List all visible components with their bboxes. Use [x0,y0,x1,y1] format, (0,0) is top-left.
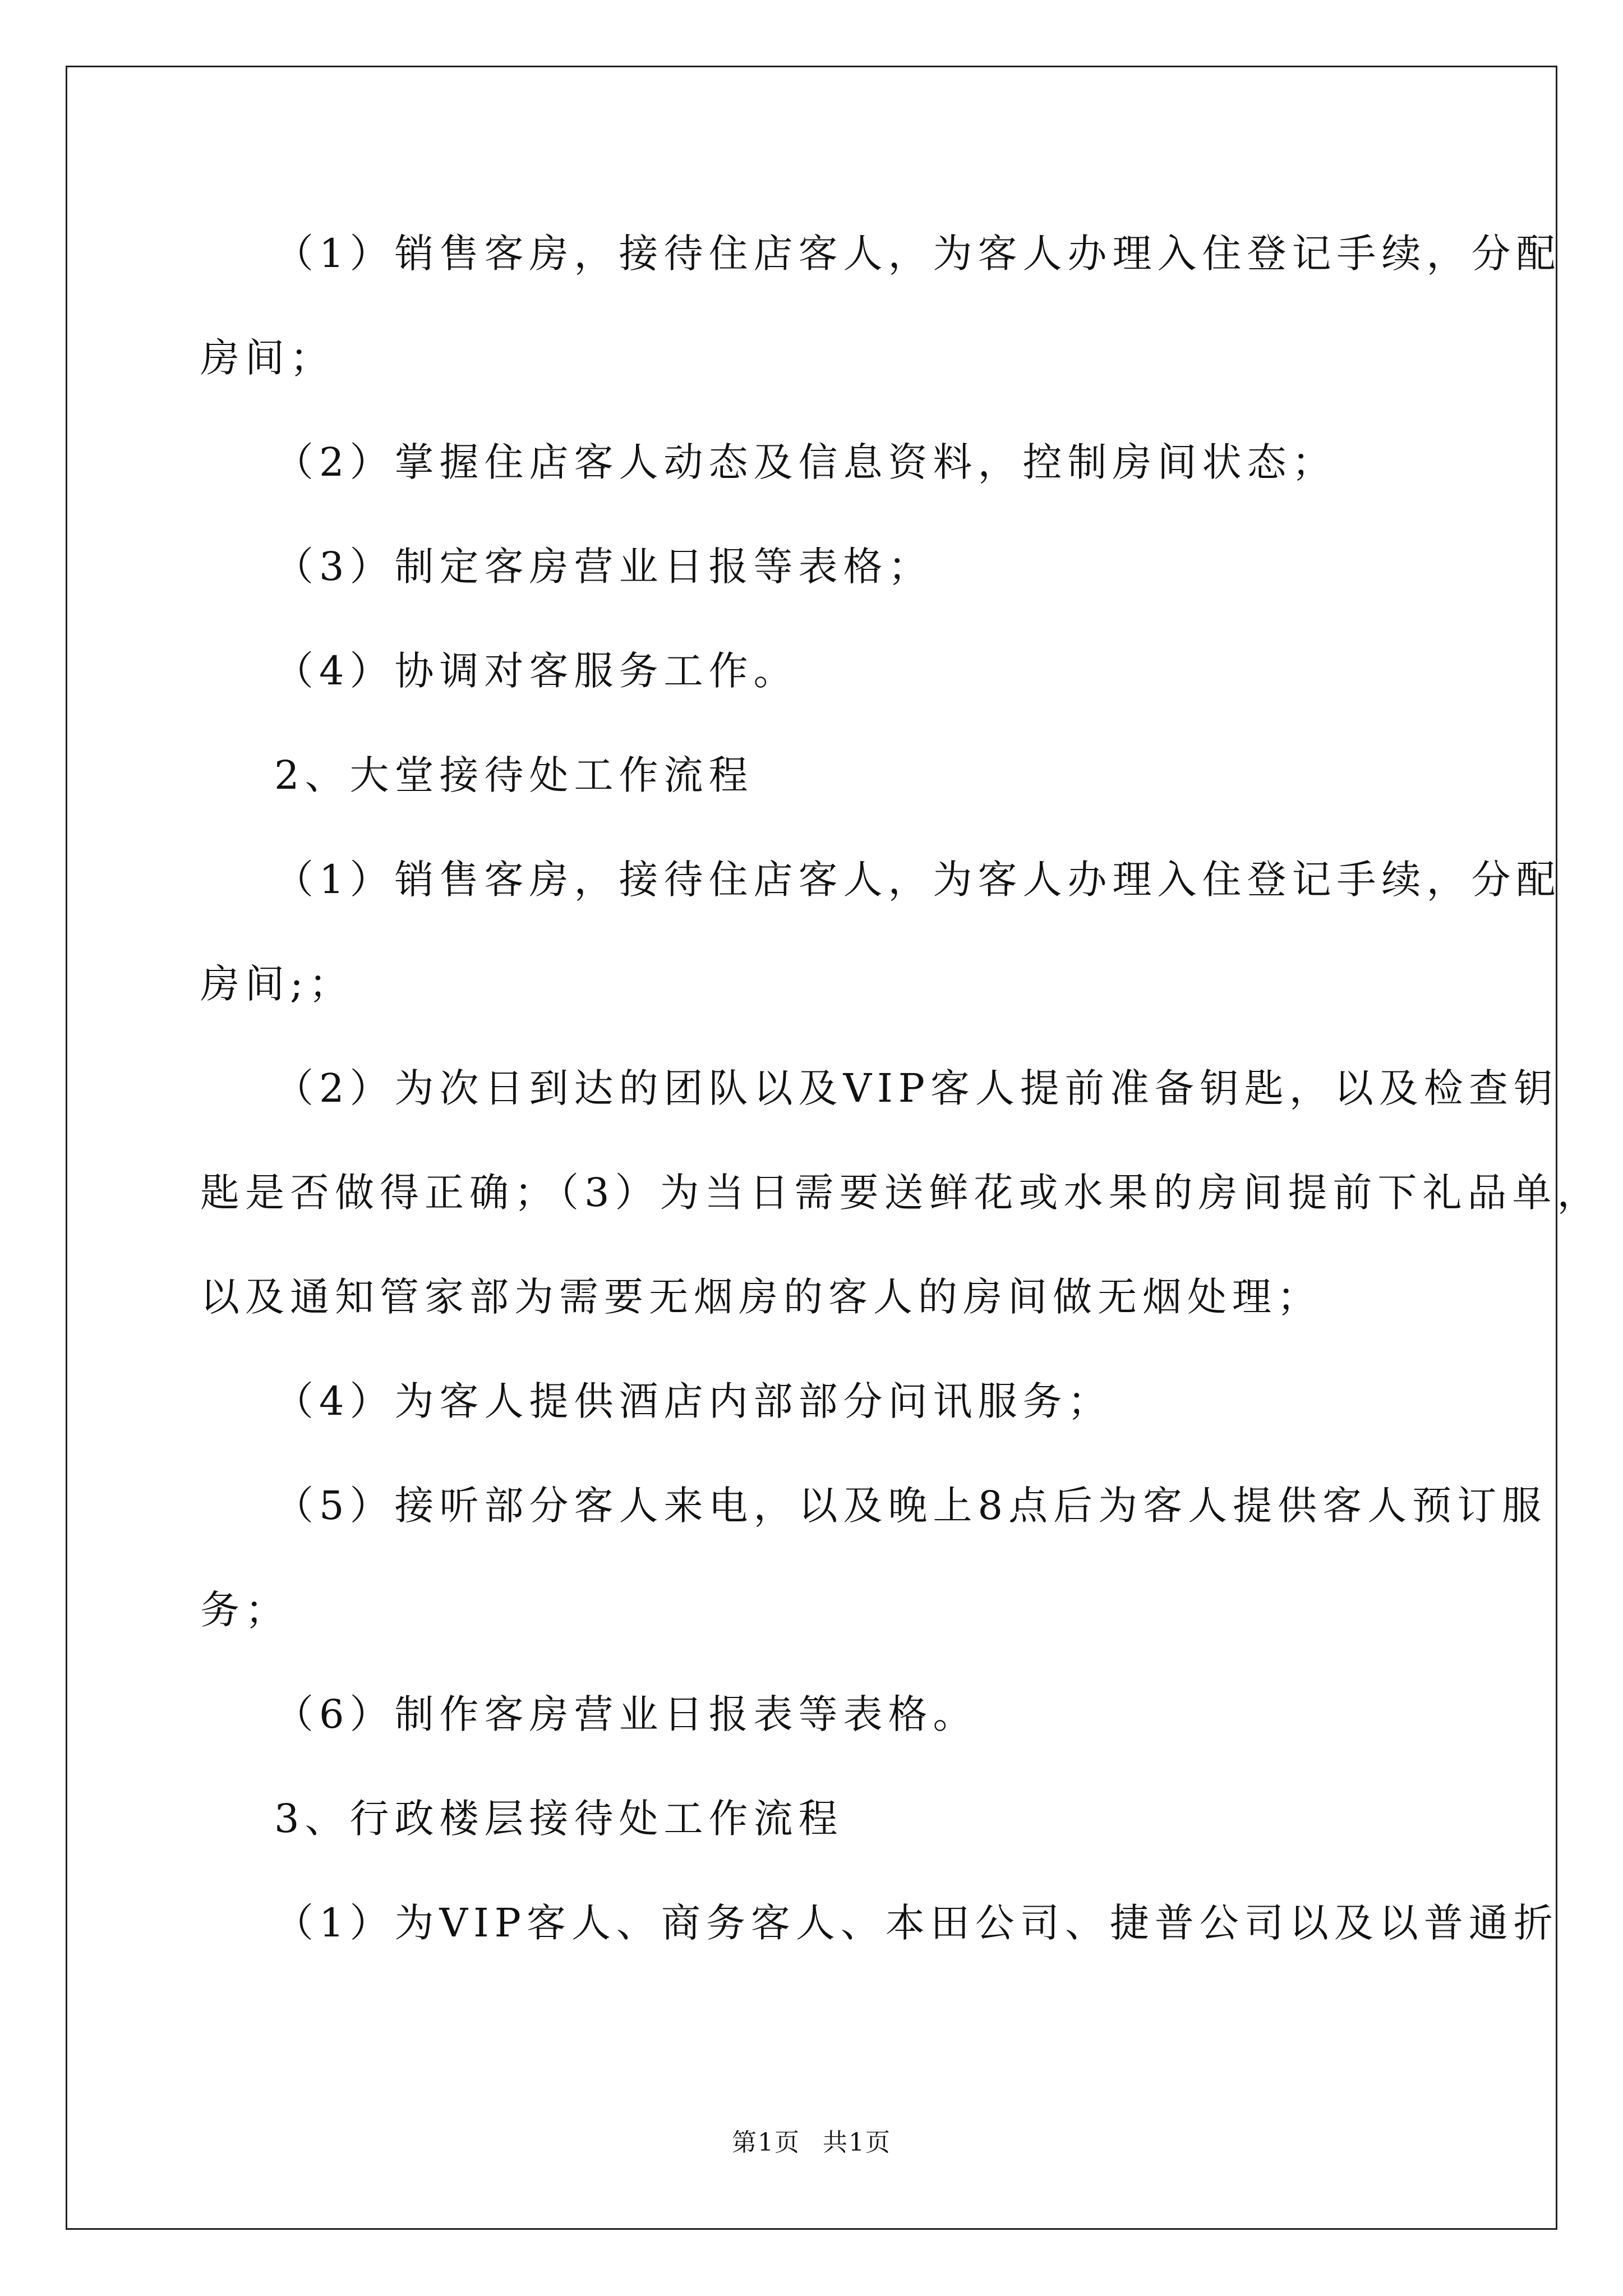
text-line-11: 以及通知管家部为需要无烟房的客人的房间做无烟处理； [200,1274,1322,1320]
section-heading-2: 2、大堂接待处工作流程 [274,752,754,798]
text-line-10: 匙是否做得正确；（3）为当日需要送鲜花或水果的房间提前下礼品单， [200,1170,1602,1216]
text-line-14: 务； [200,1587,290,1633]
text-line-8: 房间;； [200,961,354,1007]
text-line-13: （5）接听部分客人来电，以及晚上8点后为客人提供客人预订服 [274,1483,1547,1529]
text-line-12: （4）为客人提供酒店内部部分问讯服务； [274,1378,1113,1424]
text-line-17: （1）为VIP客人、商务客人、本田公司、捷普公司以及以普通折 [274,1900,1559,1946]
text-line-3: （2）掌握住店客人动态及信息资料，控制房间状态； [274,439,1337,485]
text-line-15: （6）制作客房营业日报表等表格。 [274,1691,978,1737]
page-number: 第1页 [732,2128,800,2157]
text-line-2: 房间； [200,335,335,381]
text-line-7: （1）销售客房，接待住店客人，为客人办理入住登记手续，分配 [274,857,1561,903]
page-footer [0,2126,1623,2160]
page-total: 共1页 [823,2128,891,2157]
text-line-4: （3）制定客房营业日报等表格； [274,544,933,590]
text-line-5: （4）协调对客服务工作。 [274,648,799,694]
text-line-1: （1）销售客房，接待住店客人，为客人办理入住登记手续，分配 [274,231,1561,277]
section-heading-3: 3、行政楼层接待处工作流程 [274,1796,843,1842]
text-line-9: （2）为次日到达的团队以及VIP客人提前准备钥匙，以及检查钥 [274,1065,1559,1111]
